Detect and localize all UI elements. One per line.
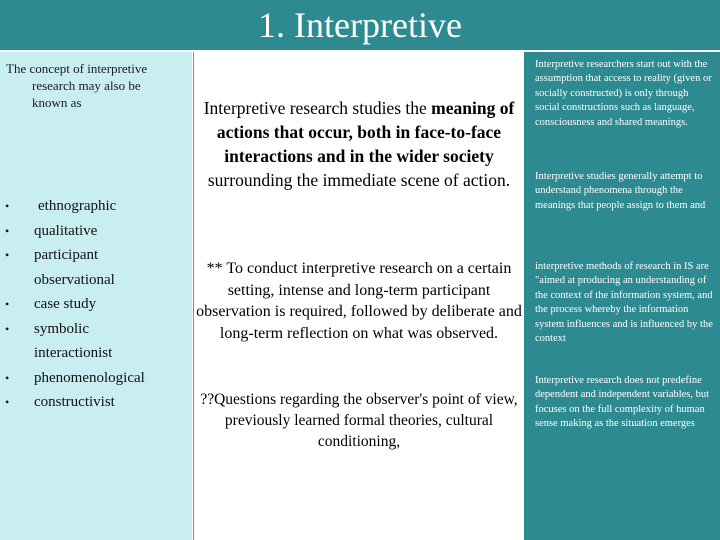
list-item <box>0 243 192 292</box>
bullet-icon: • <box>5 297 10 311</box>
list-item <box>0 317 192 366</box>
list-item-label: qualitative <box>34 222 98 239</box>
list-item-label: symbolic <box>34 320 89 337</box>
list-item-label: ethnographic <box>38 198 117 214</box>
bullet-icon: • <box>5 199 10 213</box>
definition-text-start: Interpretive research studies the <box>203 98 432 118</box>
list-item-label: constructivist <box>34 394 115 410</box>
center-panel <box>193 52 525 540</box>
list-item-label: phenomenological <box>34 369 145 386</box>
bullet-icon: • <box>5 321 10 336</box>
list-item <box>0 219 192 244</box>
right-paragraph-methods: interpretive methods of research in IS are "aimed at producing an understanding of the context of the information system, and the process whereby the information system influences and is influenced by the context <box>535 261 713 345</box>
bullet-icon: • <box>5 248 10 262</box>
list-item <box>0 194 192 219</box>
right-paragraph-assumption: Interpretive researchers start out with the assumption that access to reality (given or socially constructed) is only through social constructions such as language, consciousness and shared meanings. <box>535 59 712 128</box>
title-bar <box>0 0 720 50</box>
list-item <box>0 366 192 391</box>
bullet-icon: • <box>5 395 10 409</box>
left-intro-line1: The concept of interpretive <box>6 61 148 76</box>
right-paragraph-studies: Interpretive studies generally attempt to understand phenomena through the meanings that people assign to them and <box>535 171 706 211</box>
list-item <box>0 292 192 317</box>
list-item-label-cont: interactionist <box>34 345 113 361</box>
list-item-label: case study <box>34 296 97 312</box>
synonym-list <box>0 194 192 415</box>
left-intro <box>6 60 190 111</box>
list-item-label: participant <box>34 247 99 263</box>
right-paragraph-variables: Interpretive research does not predefine dependent and independent variables, but focuses on the full complexity of human sense making as the situation emerges <box>535 375 710 430</box>
definition-text-end: surrounding the immediate scene of action. <box>207 170 511 190</box>
definition-text-bold: meaning of actions that occur, both in face-to-face interactions and in the wider society <box>216 98 515 166</box>
left-intro-line2: research may also be <box>32 78 141 93</box>
bullet-icon: • <box>5 370 10 385</box>
slide-title: 1. Interpretive <box>258 5 462 45</box>
left-intro-line3: known as <box>32 95 82 110</box>
right-panel <box>524 52 720 540</box>
center-paragraph-questions: ??Questions regarding the observer's point of view, previously learned formal theories, cultural conditioning, <box>200 391 518 450</box>
bullet-icon: • <box>5 223 10 238</box>
list-item-label-cont: observational <box>34 271 115 288</box>
center-paragraph-definition <box>194 96 524 192</box>
left-panel <box>0 52 192 540</box>
center-paragraph-method: ** To conduct interpretive research on a certain setting, intense and long-term participant observation is required, followed by deliberate and long-term reflection on what was observed. <box>196 260 522 342</box>
list-item <box>0 390 192 415</box>
